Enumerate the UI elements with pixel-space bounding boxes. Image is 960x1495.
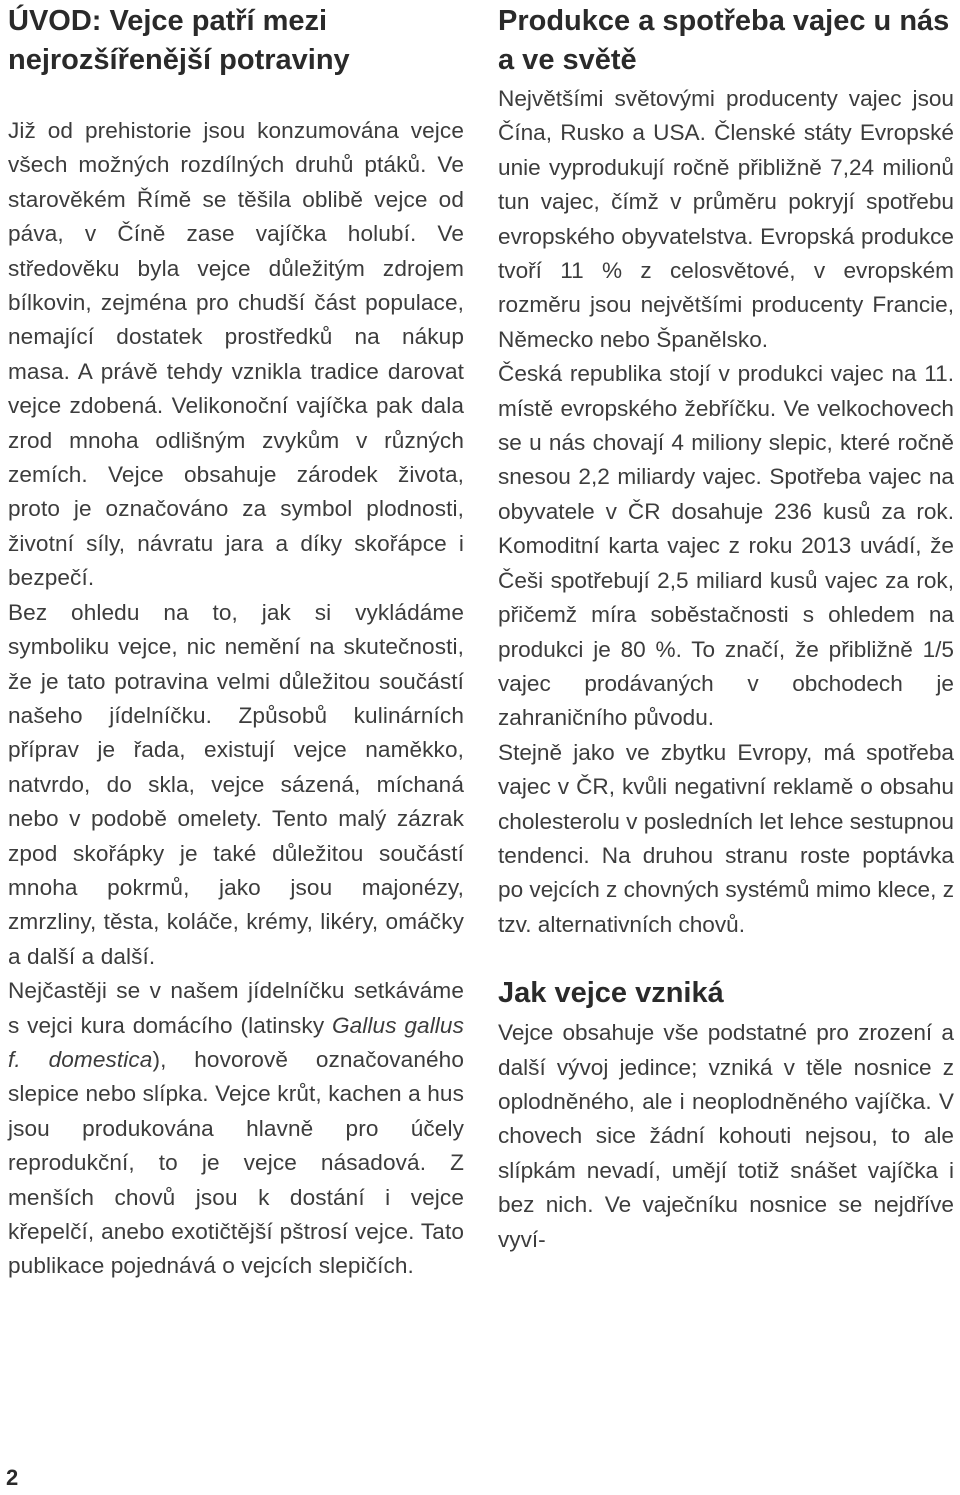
intro-paragraph-3	[8, 974, 464, 1284]
intro-heading: ÚVOD: Vejce patří mezi nejrozšířenější potraviny	[8, 5, 350, 76]
production-heading: Produkce a spotřeba vajec u nás a ve světě	[498, 5, 950, 76]
intro-paragraph-3-end: ), hovorově označovaného slepice nebo slípka. Vejce krůt, kachen a hus jsou produkována hlavně pro účely reprodukční, to je vejce násadová. Z menších chovů jsou k dostání i vejce křepelčí, anebo exotičtější pštrosí vejce. Tato publikace pojednává o vejcích slepičích.	[8, 1046, 464, 1279]
left-column	[8, 0, 464, 1284]
page-number: 2	[6, 1465, 19, 1490]
production-paragraph-2: Česká republika stojí v produkci vajec na 11. místě evropského žebříčku. Ve velkochovech se u nás chovají 4 miliony slepic, které ročně snesou 2,2 miliardy vajec. Spotřeba vajec na obyvatele v ČR dosahuje 236 kusů za rok. Komoditní karta vajec z roku 2013 uvádí, že Češi spotřebují 2,5 miliard kusů vajec za rok, přičemž míra soběstačnosti s ohledem na produkci je 80 %. To značí, že přibližně 1/5 vajec prodávaných v obchodech je zahraničního původu.	[498, 361, 954, 731]
intro-paragraph-2: Bez ohledu na to, jak si vykládáme symboliku vejce, nic nemění na skutečnosti, že je tato potravina velmi důležitou součástí našeho jídelníčku. Způsobů kulinárních příprav je řada, existují vejce naměkko, natvrdo, do skla, vejce sázená, míchaná nebo v podobě omelety. Tento malý zázrak zpod skořápky je také důležitou součástí mnoha pokrmů, jako jsou majonézy, zmrzliny, těsta, koláče, krémy, likéry, omáčky a další a další.	[8, 599, 464, 969]
egg-formation-paragraph: Vejce obsahuje vše podstatné pro zrození a další vývoj jedince; vzniká v těle nosnice z oplodněného, ale i neoplodněného vajíčka. V chovech sice žádní kohouti nejsou, to ale slípkám nevadí, umějí totiž snášet vajíčka i bez nich. Ve vaječníku nosnice se nejdříve vyví-	[498, 1020, 954, 1252]
production-paragraph-1: Největšími světovými producenty vajec jsou Čína, Rusko a USA. Členské státy Evropské unie vyprodukují ročně přibližně 7,24 milionů tun vajec, čímž v průměru pokryjí spotřebu evropského obyvatelstva. Evropská produkce tvoří 11 % z celosvětové, v evropském rozměru jsou největšími producenty Francie, Německo nebo Španělsko.	[498, 86, 954, 352]
intro-paragraph-3-start: Nejčastěji se v našem jídelníčku setkáváme s vejci kura domácího (latinsky	[8, 978, 464, 1038]
production-paragraph-3: Stejně jako ve zbytku Evropy, má spotřeba vajec v ČR, kvůli negativní reklamě o obsahu cholesterolu v posledních let lehce sestupnou tendenci. Na druhou stranu roste poptávka po vejcích z chovných systémů mimo klece, z tzv. alternativních chovů.	[498, 739, 954, 937]
egg-formation-heading: Jak vejce vzniká	[498, 977, 724, 1010]
intro-paragraph-1: Již od prehistorie jsou konzumována vejce všech možných rozdílných druhů ptáků. Ve starověkém Římě se těšila oblibě vejce od páva, v Číně zase vajíčka holubí. Ve středověku byla vejce důležitým zdrojem bílkovin, zejména pro chudší část populace, nemající dostatek prostředků na nákup masa. A právě tehdy vznikla tradice darovat vejce zdobená. Velikonoční vajíčka pak dala zrod mnoha odlišným zvykům v různých zemích. Vejce obsahuje zárodek života, proto je označováno za symbol plodnosti, životní síly, návratu jara a díky skořápce i bezpečí.	[8, 118, 464, 591]
right-column	[498, 0, 954, 1257]
latin-name: Gallus gallus f. domestica	[8, 1012, 464, 1072]
